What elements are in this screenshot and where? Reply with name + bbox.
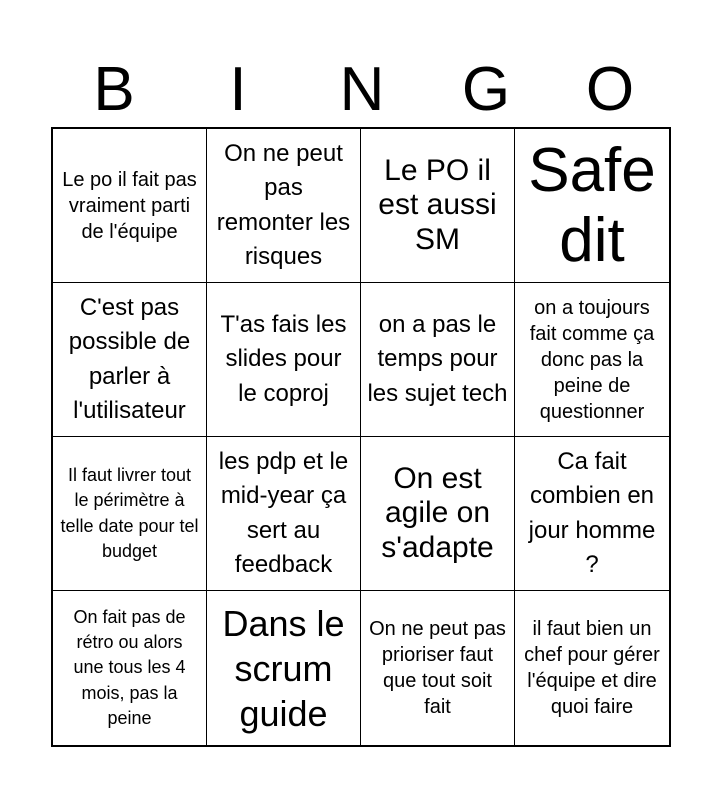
bingo-cell-text: Dans le scrum guide (222, 602, 345, 734)
bingo-cell-text: Il faut livrer tout le périmètre à telle date pour tel budget (60, 465, 199, 561)
bingo-cell-text: On est agile on s'adapte (381, 461, 494, 564)
bingo-header (52, 52, 672, 128)
bingo-cell-text: les pdp et le mid-year ça sert au feedback (218, 448, 349, 578)
bingo-cell-text: On fait pas de rétro ou alors une tous les 4 mois, pas la peine (73, 607, 186, 728)
bingo-cell[interactable] (207, 591, 361, 745)
bingo-cell[interactable] (53, 437, 207, 591)
bingo-cell-text: On ne peut pas prioriser faut que tout soit fait (369, 618, 506, 718)
bingo-cell-text: Safe dit (528, 136, 656, 275)
bingo-cell-text: on a toujours fait comme ça donc pas la peine de questionner (529, 296, 655, 423)
bingo-cell[interactable] (53, 283, 207, 437)
bingo-cell-text: On ne peut pas remonter les risques (216, 140, 351, 270)
bingo-board (51, 127, 671, 747)
bingo-cell-text: C'est pas possible de parler à l'utilisateur (68, 294, 191, 424)
bingo-cell[interactable] (361, 437, 515, 591)
header-letter-o: O (585, 55, 635, 124)
bingo-cell[interactable] (361, 129, 515, 283)
header-letter-i: I (229, 55, 247, 124)
bingo-cell[interactable] (361, 283, 515, 437)
bingo-cell[interactable] (515, 129, 669, 283)
bingo-cell[interactable] (515, 283, 669, 437)
bingo-cell[interactable] (515, 437, 669, 591)
bingo-cell[interactable] (515, 591, 669, 745)
bingo-cell-text: Ca fait combien en jour homme ? (528, 448, 656, 578)
header-letter-g: G (461, 55, 511, 124)
bingo-cell[interactable] (53, 129, 207, 283)
bingo-cell[interactable] (207, 283, 361, 437)
bingo-cell-text: Le po il fait pas vraiment parti de l'équipe (62, 168, 197, 243)
bingo-cell-text: Le PO il est aussi SM (378, 153, 497, 256)
header-letter-b: B (93, 55, 135, 124)
header-letter-n: N (339, 55, 385, 124)
bingo-cell-text: il faut bien un chef pour gérer l'équipe et dire quoi faire (524, 618, 660, 718)
bingo-cell-text: T'as fais les slides pour le coproj (220, 311, 347, 407)
bingo-cell[interactable] (361, 591, 515, 745)
bingo-cell-text: on a pas le temps pour les sujet tech (367, 311, 508, 407)
bingo-cell[interactable] (207, 437, 361, 591)
bingo-cell[interactable] (207, 129, 361, 283)
bingo-cell[interactable] (53, 591, 207, 745)
